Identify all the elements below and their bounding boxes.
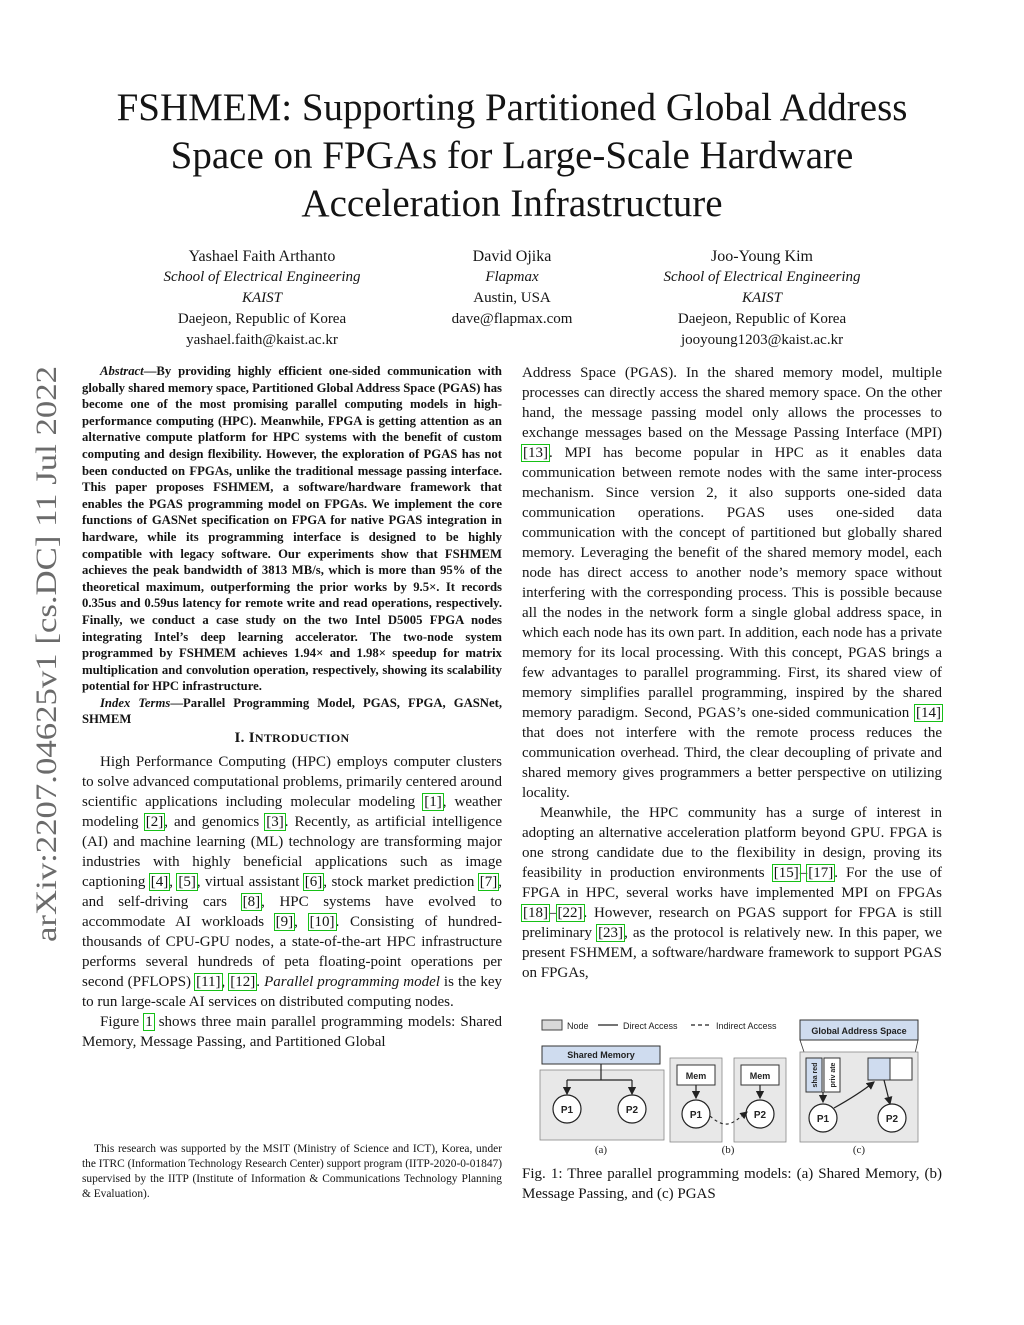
arxiv-stamp [20,364,68,944]
abstract [82,363,502,695]
author-affiliation: School of Electrical Engineering [163,269,361,285]
right-column [522,363,942,983]
index-terms [82,695,502,728]
citation-link[interactable]: [15] [773,865,799,881]
body-paragraph-1: Address Space (PGAS). In the shared memory model, multiple processes can directly access the shared memory space. On the other hand, the message passing model only allows the processes to exchange messages based on the Message Passing Interface (MPI) [13]. MPI has become popular in HPC as it enables data communication between remote nodes with the same inter-process mechanism. Since version 2, it also supports one-sided data communication operations. PGAS uses one-sided data communication with the concept of partitioned but globally shared memory. Leveraging the benefit of the shared memory model, each node has direct access to another node’s memory space without interfering with the corresponding process. This is possible because all the nodes in the network form a single global address space, in which each node has its own part. In addition, each node has a private memory for its local processing. With this concept, PGAS brings a few advantages to parallel programming. First, its shared view of memory simplifies parallel programming, inspired by the shared memory paradigm. Second, PGAS’s one-sided communication [14] that does not interfere with the remote process reduces the communication overhead. Third, the clear decoupling of private and shared memory gives programmers a better perspective on utilizing locality. [522,365,942,801]
figure-legend [542,1020,777,1031]
node-p1: P1 [689,1110,703,1121]
citation-link[interactable]: [14] [916,705,941,721]
panel-label-a: (a) [594,1144,608,1156]
paper-title [60,84,964,228]
title-line: FSHMEM: Supporting Partitioned Global Address [116,86,908,129]
citation-link[interactable]: [11] [196,974,221,991]
section-title-rest: NTRODUCTION [254,731,350,746]
author-org: Austin, USA [473,290,551,306]
author-location: dave@flapmax.com [451,311,573,327]
section-heading [82,728,502,748]
shared-memory-label: Shared Memory [567,1050,635,1060]
author-block [0,246,1024,356]
author-affiliation: Flapmax [485,269,539,285]
figure-1 [534,1012,930,1160]
author-location: Daejeon, Republic of Korea [677,311,847,327]
author-affiliation: School of Electrical Engineering [663,269,861,285]
node-p1: P1 [816,1114,830,1125]
panel-label-c: (c) [852,1144,866,1156]
author-org: KAIST [241,290,282,306]
index-terms-label: Index Terms [100,695,171,710]
node-p2: P2 [753,1110,767,1121]
citation-link[interactable]: [12] [230,974,256,991]
title-line: Acceleration Infrastructure [301,182,723,225]
panel-message-passing [670,1058,786,1156]
node-p2: P2 [885,1114,899,1125]
citation-link[interactable]: [9] [275,914,294,931]
private-partition-label: priv ate [830,1062,837,1088]
citation-link[interactable]: [1] [424,794,442,811]
citation-link[interactable]: [3] [266,814,284,831]
figure-caption: Fig. 1: Three parallel programming models: (a) Shared Memory, (b) Message Passing, and (c) PGAS [522,1166,942,1202]
author-location: Daejeon, Republic of Korea [177,311,347,327]
author-email: yashael.faith@kaist.ac.kr [186,332,338,348]
mem-label: Mem [749,1071,771,1081]
citation-link[interactable]: [6] [304,874,323,891]
intro-paragraph-2: Figure 1 shows three main parallel programming models: Shared Memory, Message Passing, and Partitioned Global [82,1014,503,1051]
legend-direct: Direct Access [623,1021,678,1031]
author-org: KAIST [741,290,782,306]
citation-link[interactable]: [22] [557,905,583,921]
arxiv-id: arXiv:2207.04625v1 [cs.DC] 11 Jul 2022 [30,444,63,942]
abstract-label: Abstract [100,364,144,378]
panel-pgas [800,1020,918,1156]
citation-link[interactable]: [2] [145,814,164,831]
citation-link[interactable]: [8] [242,894,261,911]
citation-link[interactable]: [23] [598,925,624,941]
section-title-initial: I [248,730,255,747]
author-name: Joo-Young Kim [711,248,813,265]
citation-link[interactable]: [10] [309,914,335,931]
author-name: Yashael Faith Arthanto [188,248,336,265]
author-3 [612,246,912,351]
author-email: jooyoung1203@kaist.ac.kr [680,332,844,348]
legend-indirect: Indirect Access [716,1021,777,1031]
author-name: David Ojika [472,248,552,265]
legend-node: Node [567,1021,589,1031]
title-line: Space on FPGAs for Large-Scale Hardware [170,134,854,177]
citation-link[interactable]: [5] [178,874,196,891]
node-p2: P2 [625,1105,639,1116]
shared-partition-label: sha red [812,1062,819,1088]
mem-label: Mem [685,1071,707,1081]
citation-link[interactable]: [7] [479,874,498,891]
figure-link[interactable]: 1 [145,1014,153,1031]
abstract-text: —By providing highly efficient one-sided communication with globally shared memory space, Partitioned Global Address Space (PGAS) has become one of the most promising parallel computing models in high-performance computing (HPC). Meanwhile, FPGA is getting attention as an alternative compute platform for HPC systems with the benefit of custom computing and design flexibility. However, the exploration of PGAS has not been conducted on FPGAs, unlike the traditional message passing interface. This paper proposes FSHMEM, a software/hardware framework that enables the PGAS programming model on FPGAs. We implement the core functions of GASNet specification on FPGA for native PGAS integration in hardware, while its programming interface is designed to be highly compatible with legacy software. Our experiments show that FSHMEM achieves the peak bandwidth of 3813 MB/s, which is more than 95% of the theoretical maximum, outperforming the prior works by 9.5×. It records 0.35us and 0.59us latency for remote write and read operations, respectively. Finally, we conduct a case study on the two Intel D5005 FPGA nodes integrating Intel’s deep learning accelerator. The two-node system programmed by FSHMEM achieves 1.94× and 1.98× speedup for matrix multiplication and convolution operation, respectively, showing its scalability potential for HPC infrastructure. [82,364,502,694]
citation-link[interactable]: [17] [808,865,834,881]
global-address-space-label: Global Address Space [811,1026,907,1036]
funding-footnote: This research was supported by the MSIT (Ministry of Science and ICT), Korea, under the ITRC (Information Technology Research Center) support program (IITP-2020-0-01847) supervised by the IITP (Institute of Information & Communications Technology Planning & Evaluation). [82,1143,502,1200]
left-column [82,363,502,1052]
panel-label-b: (b) [721,1144,735,1156]
citation-link[interactable]: [4] [150,874,169,891]
body-paragraph-2: Meanwhile, the HPC community has a surge of interest in adopting an alternative acceleration platform beyond GPU. FPGA is one strong candidate due to the flexibility in design, proving its feasibility in production environments [15]–[17]. For the use of FPGA in HPC, several works have implemented MPI on FPGAs [18]–[22]. However, research on PGAS support for FPGA is still preliminary [23], as the protocol is relatively new. In this paper, we present FSHMEM, a software/hardware framework to support PGAS on FPGAs, [522,805,943,981]
panel-shared-memory [540,1046,664,1156]
index-terms-text: —Parallel Programming Model, PGAS, FPGA, GASNet, SHMEM [82,695,502,727]
intro-paragraph-1: High Performance Computing (HPC) employs computer clusters to solve advanced computational problems, primarily centered around scientific applications including molecular modeling [1], weather modeling [2], and genomics [3]. Recently, as artificial intelligence (AI) and machine learning (ML) technology are transforming major industries with highly beneficial applications such as image captioning [4], [5], virtual assistant [6], stock market prediction [7], and self-driving cars [8], HPC systems have evolved to accommodate AI workloads [9], [10]. Consisting of hundred-thousands of CPU-GPU nodes, a state-of-the-art HPC infrastructure performs several hundreds of peta floating-point operations per second (PFLOPS) [11], [12]. Parallel programming model is the key to run large-scale AI services on distributed computing nodes. [82,754,503,1011]
section-number: I. [234,730,245,747]
citation-link[interactable]: [18] [523,905,548,921]
citation-link[interactable]: [13] [523,445,548,461]
node-p1: P1 [560,1105,574,1116]
